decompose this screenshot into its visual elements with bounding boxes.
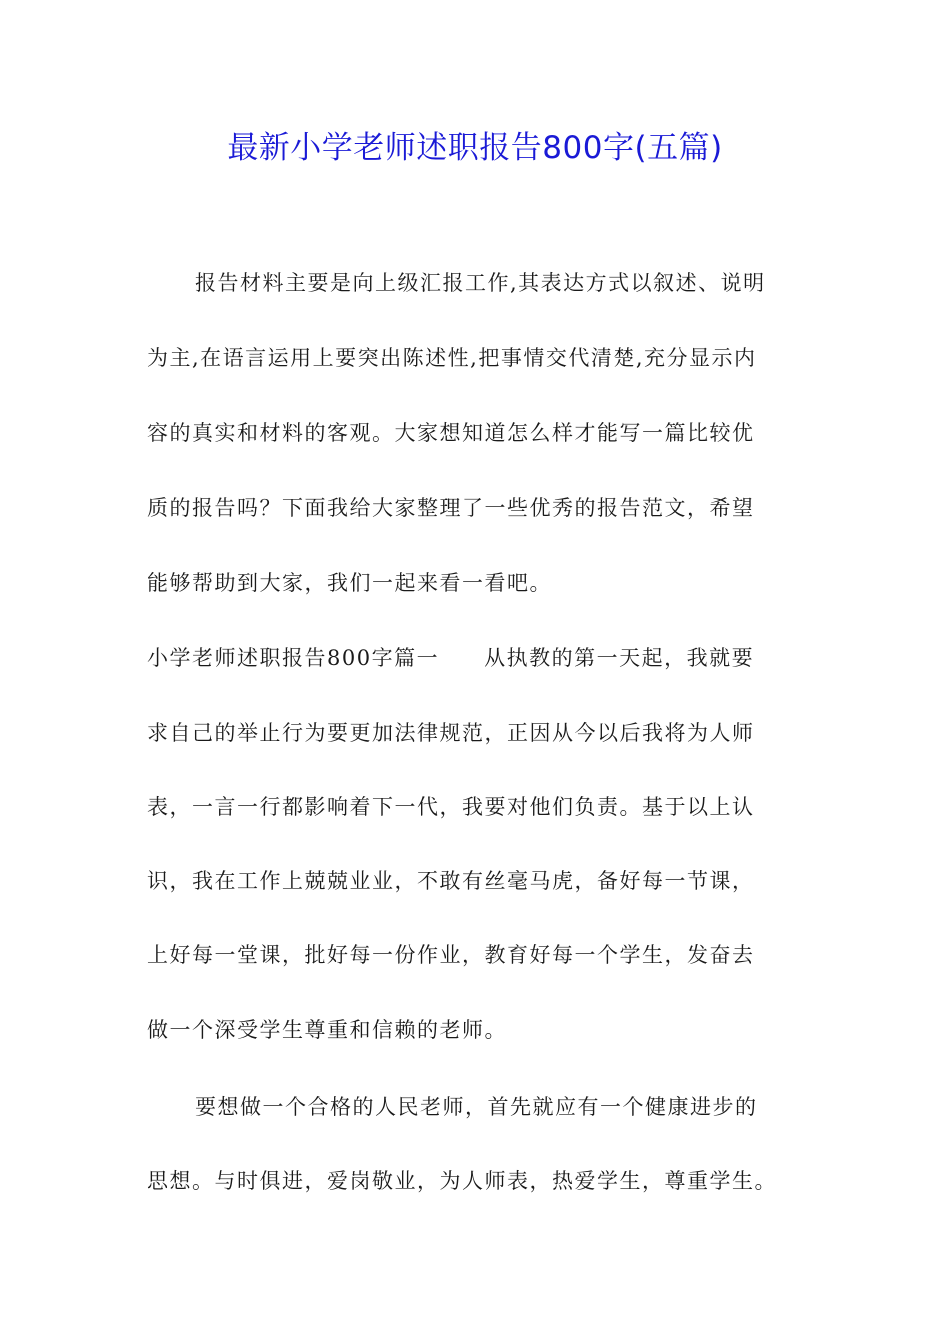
- paragraph-line: 报告材料主要是向上级汇报工作,其表达方式以叙述、说明: [195, 271, 766, 295]
- paragraph-line: 容的真实和材料的客观。大家想知道怎么样才能写一篇比较优: [147, 421, 755, 445]
- paragraph-line: 为主,在语言运用上要突出陈述性,把事情交代清楚,充分显示内: [147, 346, 757, 370]
- paragraph-line: 上好每一堂课，批好每一份作业，教育好每一个学生，发奋去: [147, 943, 755, 967]
- section-heading-line: 小学老师述职报告800字篇一 从执教的第一天起，我就要: [147, 646, 755, 670]
- paragraph-line: 能够帮助到大家，我们一起来看一看吧。: [147, 571, 552, 595]
- paragraph-line: 表，一言一行都影响着下一代，我要对他们负责。基于以上认: [147, 795, 755, 819]
- paragraph-line: 思想。与时俱进，爱岗敬业，为人师表，热爱学生，尊重学生。: [147, 1169, 777, 1193]
- paragraph-line: 要想做一个合格的人民老师，首先就应有一个健康进步的: [195, 1095, 758, 1119]
- paragraph-line: 识，我在工作上兢兢业业，不敢有丝毫马虎，备好每一节课，: [147, 869, 755, 893]
- paragraph-line: 求自己的举止行为要更加法律规范，正因从今以后我将为人师: [147, 721, 755, 745]
- document-title: 最新小学老师述职报告800字(五篇): [227, 130, 723, 166]
- paragraph-line: 质的报告吗？下面我给大家整理了一些优秀的报告范文，希望: [147, 496, 755, 520]
- paragraph-line: 做一个深受学生尊重和信赖的老师。: [147, 1018, 507, 1042]
